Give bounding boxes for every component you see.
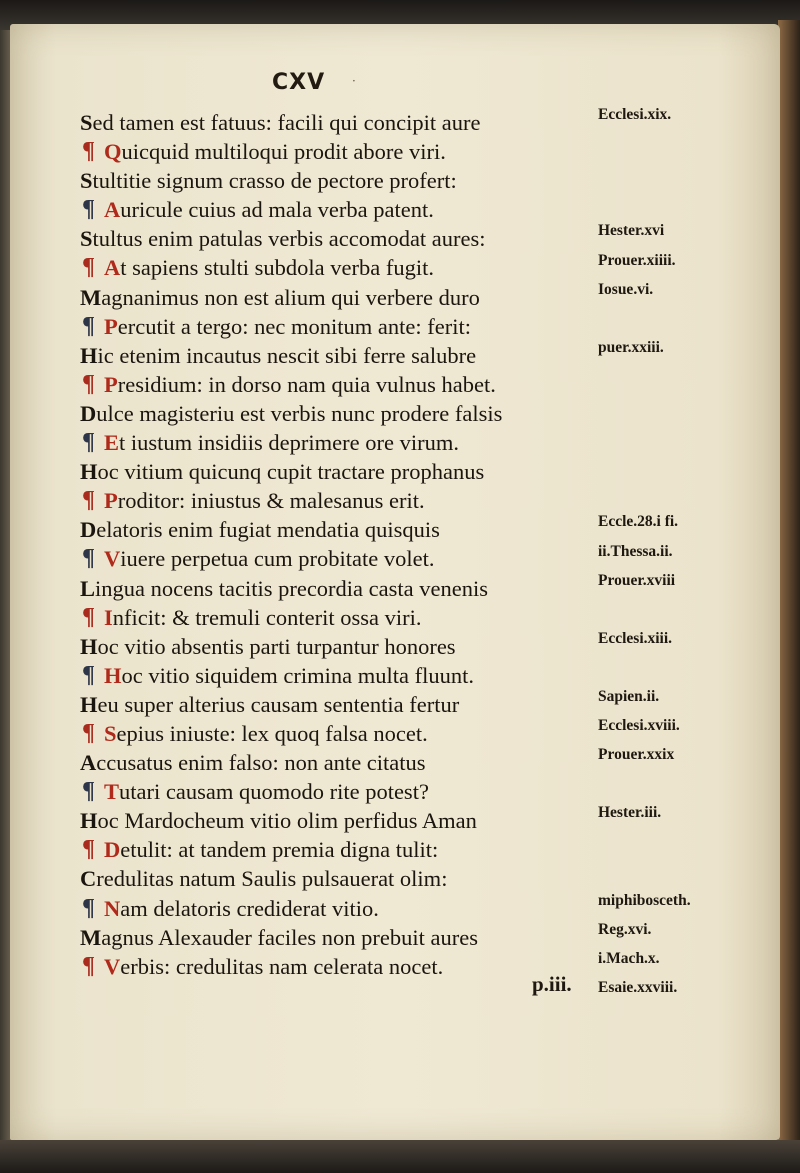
verse-text: oc vitio siquidem crimina multa fluunt. [121, 662, 474, 688]
verse-line [80, 312, 590, 341]
marginal-note: Prouer.xiiii. [598, 251, 676, 269]
verse-initial: H [80, 459, 98, 485]
verse-text: tultus enim patulas verbis accomodat aures: [92, 226, 486, 252]
verse-line [80, 399, 590, 428]
verse-initial: H [80, 808, 98, 834]
verse-line [80, 283, 590, 312]
pilcrow-mark: ¶ [82, 545, 95, 572]
pilcrow-mark: ¶ [82, 370, 95, 397]
marginal-note: Sapien.ii. [598, 688, 660, 705]
pilcrow-mark: ¶ [82, 603, 95, 630]
verse-text: roditor: iniustus & malesanus erit. [117, 488, 425, 514]
marginal-note: Ecclesi.xix. [598, 106, 672, 123]
marginal-note: Eccle.28.i fi. [598, 513, 679, 531]
verse-initial: Q [104, 139, 122, 165]
verse-initial: N [104, 895, 121, 921]
signature-mark: p.iii. [532, 972, 572, 996]
verse-text: erbis: credulitas nam celerata nocet. [120, 953, 444, 979]
background-bottom [0, 1140, 800, 1173]
pilcrow-mark: ¶ [82, 196, 95, 223]
verse-initial: I [104, 604, 113, 630]
page-fore-edge [778, 20, 800, 1173]
pilcrow-mark: ¶ [82, 894, 95, 921]
marginal-note: puer.xxiii. [598, 338, 664, 356]
verse-text: tultitie signum crasso de pectore profert: [92, 168, 457, 194]
verse-text: t sapiens stulti subdola verba fugit. [120, 255, 434, 281]
verse-line [80, 952, 590, 981]
verse-initial: P [104, 488, 118, 514]
verse-initial: M [80, 924, 102, 950]
verse-text: etulit: at tandem premia digna tulit: [120, 837, 439, 863]
verse-text: oc vitium quicunq cupit tractare prophanus [97, 459, 485, 485]
verse-text: ingua nocens tacitis precordia casta venenis [95, 575, 488, 601]
verse-line [80, 457, 590, 486]
verse-initial: A [80, 750, 97, 776]
verse-line [80, 777, 590, 806]
verse-initial: S [80, 110, 93, 135]
verse-initial: M [80, 284, 102, 310]
verse-initial: A [104, 255, 121, 281]
pilcrow-mark: ¶ [82, 719, 95, 746]
verse-line [80, 515, 590, 544]
verse-initial: S [80, 226, 93, 252]
verse-line [80, 108, 590, 137]
verse-line [80, 370, 590, 399]
verse-line [80, 835, 590, 864]
verse-text: ed tamen est fatuus: facili qui concipit aure [92, 110, 481, 135]
verse-text: iuere perpetua cum probitate volet. [120, 546, 435, 572]
verse-line [80, 544, 590, 573]
marginal-note: Esaie.xxviii. [598, 979, 678, 996]
verse-line [80, 690, 590, 719]
pilcrow-mark: ¶ [82, 487, 95, 514]
verse-line [80, 341, 590, 370]
verse-text: oc Mardocheum vitio olim perfidus Aman [97, 808, 477, 834]
verse-text-block [80, 108, 590, 981]
verse-text: agnanimus non est alium qui verbere duro [101, 284, 480, 310]
verse-text: eu super alterius causam sententia fertur [97, 691, 460, 717]
verse-initial: H [80, 633, 98, 659]
verse-initial: C [80, 866, 97, 892]
verse-line [80, 224, 590, 253]
verse-text: ic etenim incautus nescit sibi ferre salubre [97, 342, 477, 368]
verse-initial: D [104, 837, 121, 863]
verse-text: redulitas natum Saulis pulsauerat olim: [96, 866, 448, 892]
verse-initial: V [104, 953, 121, 979]
verse-initial: L [80, 575, 96, 601]
pilcrow-mark: ¶ [82, 254, 95, 281]
verse-initial: D [80, 400, 97, 426]
verse-initial: H [104, 662, 122, 688]
pilcrow-mark: ¶ [82, 138, 95, 165]
verse-line [80, 632, 590, 661]
verse-line [80, 166, 590, 195]
marginal-note: Reg.xvi. [598, 920, 652, 938]
marginal-note: Prouer.xxix [598, 746, 675, 764]
marginal-note: Iosue.vi. [598, 280, 654, 298]
verse-line [80, 806, 590, 835]
verse-text: oc vitio absentis parti turpantur honores [97, 633, 456, 659]
verse-text: utari causam quomodo rite potest? [119, 779, 429, 805]
marginal-note: Prouer.xviii [598, 571, 676, 589]
verse-text: t iustum insidiis deprimere ore virum. [119, 430, 459, 456]
marginal-note: ii.Thessa.ii. [598, 542, 673, 560]
verse-text: epius iniuste: lex quoq falsa nocet. [116, 720, 428, 746]
verse-initial: T [104, 779, 120, 805]
verse-initial: H [80, 691, 98, 717]
verse-line [80, 574, 590, 603]
verse-line [80, 137, 590, 166]
verse-line [80, 486, 590, 515]
verse-text: elatoris enim fugiat mendatia quisquis [96, 517, 440, 543]
verse-initial: S [80, 168, 93, 194]
verse-text: nficit: & tremuli conterit ossa viri. [112, 604, 422, 630]
folio-number: CXV [272, 70, 326, 95]
marginal-note: i.Mach.x. [598, 949, 660, 967]
verse-initial: V [104, 546, 121, 572]
verse-text: uricule cuius ad mala verba patent. [120, 197, 434, 223]
verse-line [80, 864, 590, 893]
verse-text: ulce magisteriu est verbis nunc prodere falsis [96, 400, 503, 426]
marginal-note: Ecclesi.xiii. [598, 629, 673, 647]
pilcrow-mark: ¶ [82, 429, 95, 456]
verse-text: am delatoris crediderat vitio. [120, 895, 379, 921]
marginal-note: Ecclesi.xviii. [598, 717, 680, 735]
verse-text: uicquid multiloqui prodit abore viri. [121, 139, 446, 165]
verse-initial: E [104, 430, 120, 456]
verse-initial: A [104, 197, 121, 223]
pilcrow-mark: ¶ [82, 836, 95, 863]
verse-line [80, 195, 590, 224]
verse-text: residium: in dorso nam quia vulnus habet. [117, 371, 496, 397]
verse-line [80, 748, 590, 777]
marginal-note: Hester.iii. [598, 804, 662, 822]
verse-line [80, 428, 590, 457]
verse-text: ercutit a tergo: nec monitum ante: ferit: [117, 313, 471, 339]
verse-line [80, 894, 590, 923]
verse-initial: S [104, 720, 117, 746]
verse-text: agnus Alexauder faciles non prebuit aures [101, 924, 478, 950]
pilcrow-mark: ¶ [82, 312, 95, 339]
marginal-note: miphibosceth. [598, 891, 691, 909]
pilcrow-mark: ¶ [82, 952, 95, 979]
marginal-note: Hester.xvi [598, 222, 665, 240]
verse-initial: H [80, 342, 98, 368]
verse-initial: D [80, 517, 97, 543]
verse-line [80, 253, 590, 282]
verse-line [80, 923, 590, 952]
verse-line [80, 661, 590, 690]
pilcrow-mark: ¶ [82, 661, 95, 688]
ink-speck: · [352, 74, 356, 88]
pilcrow-mark: ¶ [82, 778, 95, 805]
verse-initial: P [104, 371, 118, 397]
verse-line [80, 719, 590, 748]
verse-initial: P [104, 313, 118, 339]
verse-line [80, 603, 590, 632]
verse-text: ccusatus enim falso: non ante citatus [96, 750, 426, 776]
